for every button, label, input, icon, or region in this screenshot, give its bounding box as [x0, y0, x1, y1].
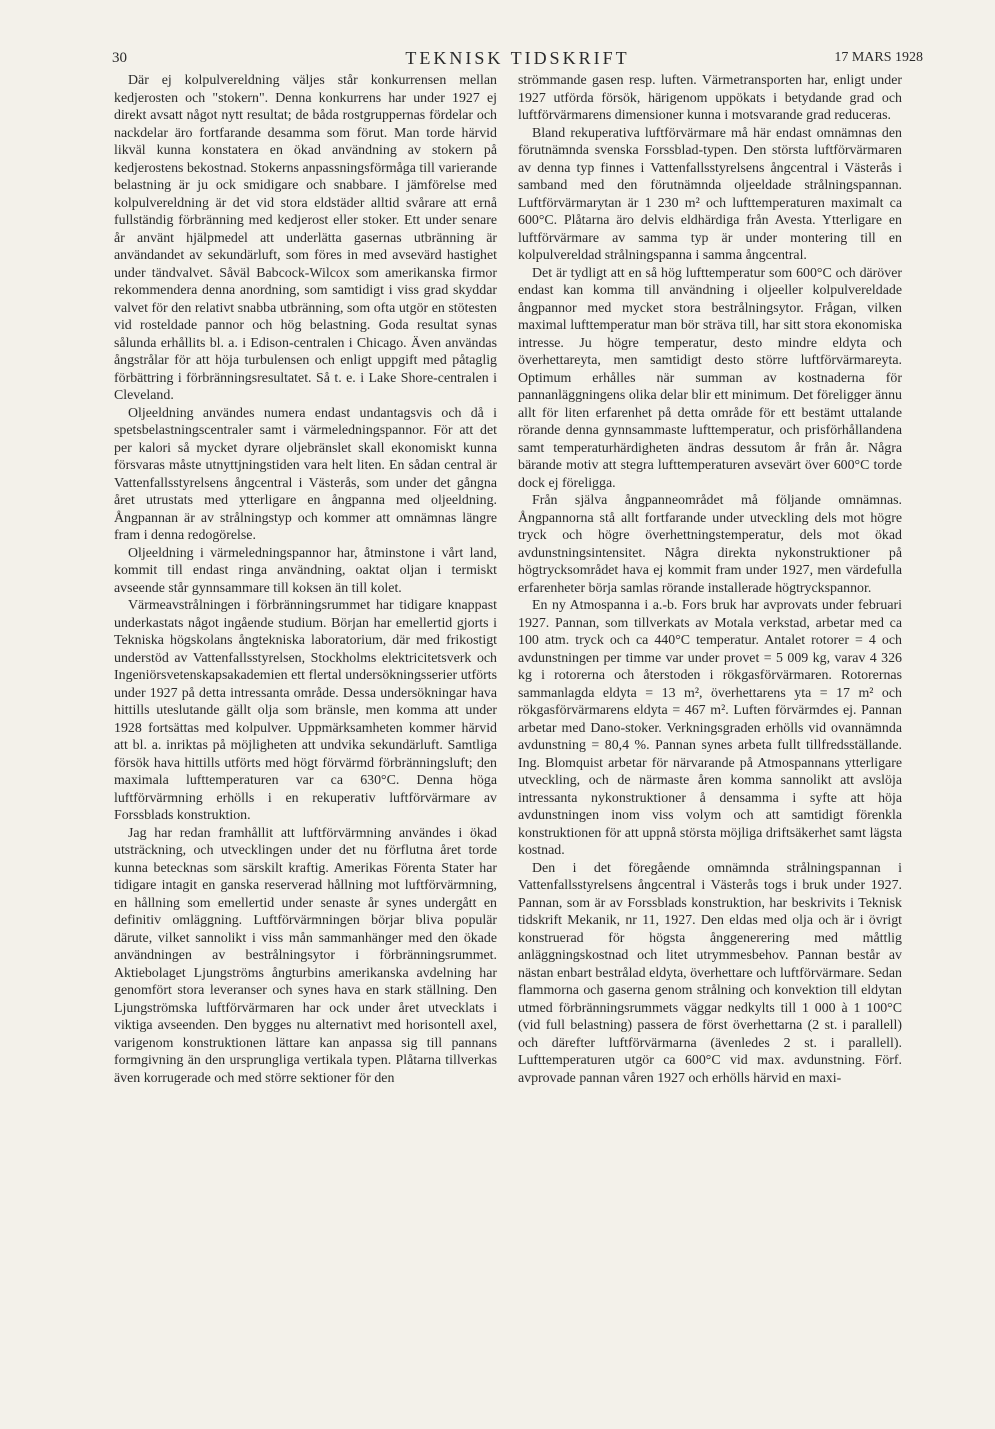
paragraph: Bland rekuperativa luftförvärmare må här endast omnämnas den förutnämnda svenska Forssblad-typen. Den största luftförvärmaren av denna typ finnes i Vattenfallsstyrelsens ångcentral i Västerås i samband med den förutnämnda oljeeldade strålningspannan. Luftförvärmarytan är 1 230 m² och lufttemperaturen maximalt ca 600°C. Plåtarna äro delvis eldhärdiga från Avesta. Ytterligare en luftförvärmare av samma typ är under montering till en kolpulvereldad strålningspanna i samma ångcentral.: [518, 125, 902, 263]
paragraph: Från själva ångpanneområdet må följande omnämnas. Ångpannorna stå allt fortfarande under utveckling dels mot högre tryck och högre överhettningstemperatur, dels mot ökad avdunstningsintensitet. Några direkta nykonstruktioner på högtrycksområdet hava ej kommit fram under 1927, men värdefulla erfarenheter börja samlas rörande installerade högtryckspannor.: [518, 493, 902, 596]
page-number: 30: [112, 50, 127, 66]
paragraph: Där ej kolpulvereldning väljes står konkurrensen mellan kedjerosten och "stokern". Denna konkurrens har under 1927 ej direkt avsatt något nytt resultat; de båda rostgruppernas fördelar och nackdelar äro fortfarande desamma som förut. Man torde härvid likväl kunna konstatera en ökad användning av stokern på kedjerostens bekostnad. Stokerns anpassningsförmåga till varierande belastning är ju ock smidigare och snabbare. I jämförelse med kolpulvereldning är det vid stora eldstäder alltid svårare att ernå fullständig förbränning med kedjerost eller stoker. Ett under senare år använt hjälpmedel att underlätta gasernas utbränning är användandet av sekundärluft, som föres in med avsevärd hastighet under tändvalvet. Såväl Babcock-Wilcox som amerikanska firmor rekommendera denna anordning, som samtidigt i viss grad skyddar valvet för den relativt snabba utbränning, som ofta utgör en stötesten vid rosteldade pannor och hög belastning. Goda resultat synas sålunda erhållits bl. a. i Edison-centralen i Chicago. Även användas ångstrålar för att höja turbulensen och enligt uppgift med påtaglig förbättring i förbränningsresultatet. Så t. e. i Lake Shore-centralen i Cleveland.: [114, 73, 497, 403]
paragraph: En ny Atmospanna i a.-b. Fors bruk har avprovats under februari 1927. Pannan, som tillverkats av Motala verkstad, arbetar med ca 100 atm. tryck och ca 440°C temperatur. Antalet rotorer = 4 och avdunstningen per timme var under provet = 5 009 kg, varav 4 326 kg i rotorerna och återstoden i rökgasförvärmaren. Rotorernas sammanlagda eldyta = 13 m², överhettarens yta = 17 m² och rökgasförvärmarens eldyta = 467 m². Luften förvärmdes ej. Pannan arbetar med Dano-stoker. Verkningsgraden erhölls vid ovannämnda avdunstning = 80,4 %. Pannan synes arbeta fullt tillfredsställande. Ing. Blomquist arbetar för närvarande på Atmospannans ytterligare utveckling, och de närmaste åren komma sannolikt att avslöja intressanta nykonstruktioner å densamma i syfte att höja avdunstningen inom viss volym och att samtidigt förenkla konstruktionen för att uppnå största möjliga driftsäkerhet samt lägsta kostnad.: [518, 598, 902, 858]
right-column: [518, 72, 902, 1402]
left-column: [114, 72, 497, 1402]
paragraph: Oljeeldning i värmeledningspannor har, åtminstone i vårt land, kommit till endast ringa användning, oaktat oljan i termiskt avseende står gynnsammare till koksen än till kolet.: [114, 545, 497, 596]
paragraph: strömmande gasen resp. luften. Värmetransporten har, enligt under 1927 utförda försök, härigenom uppökats i betydande grad och luftförvärmarens dimensioner kunna i motsvarande grad reduceras.: [518, 73, 902, 123]
page-header: [112, 46, 923, 68]
issue-date: 17 MARS 1928: [834, 50, 923, 65]
paragraph: Jag har redan framhållit att luftförvärmning användes i ökad utsträckning, och utvecklingen under det nu förflutna året torde kunna betecknas som särskilt kraftig. Amerikas Förenta Stater har tidigare intagit en ganska reserverad hållning mot luftförvärmning, en hållning som emellertid under senaste år synes undergått en definitiv omläggning. Luftförvärmningen börjar bliva populär därute, vilket sannolikt i viss mån sammanhänger med den ökade användningen av bestrålningsytor i förbränningsrummet. Aktiebolaget Ljungströms ångturbins amerikanska avdelning har genomfört stora leveranser och synes hava en stark ställning. Den Ljungströmska luftförvärmaren har ock under året utvecklats i viktiga avseenden. Den bygges nu alternativt med horisontell axel, varigenom konstruktionen lättare kan anpassa sig till pannans formgivning än den ursprungliga vertikala typen. Plåtarna tillverkas även korrugerade och med större sektioner för den: [114, 825, 497, 1086]
paragraph: Det är tydligt att en så hög lufttemperatur som 600°C och däröver endast kan komma till användning i oljeeller kolpulvereldade ångpannor med mycket stora bestrålningsytor. Frågan, vilken maximal lufttemperatur man bör sträva till, har sitt stora ekonomiska intresse. Ju högre temperatur, desto mindre eldyta och överhettareyta, men samtidigt desto större luftförvärmareyta. Optimum erhålles när summan av kostnaderna för pannanläggningens olika delar blir ett minimum. Det föreligger ännu allt för liten erfarenhet på detta område för ett bestämt uttalande rörande denna gynnsammaste lufttemperatur, och prisförhållandena samt temperaturhärdigheten ändras dessutom år från år. Några bärande motiv att stegra lufttemperaturen avsevärt över 600°C torde dock ej föreligga.: [518, 265, 902, 491]
journal-title: TEKNISK TIDSKRIFT: [405, 48, 630, 68]
paragraph: Oljeeldning användes numera endast undantagsvis och då i spetsbelastningscentraler samt i värmeledningspannor. För att det per kalori så mycket dyrare oljebränslet skall ekonomiskt kunna försvaras måste utnyttjningstiden vara helt liten. En sådan central är Vattenfallsstyrelsens ångcentral i Västerås, som under det gångna året utrustats med ytterligare en ångpanna med oljeeldning. Ångpannan är av strålningstyp och kommer att omnämnas längre fram i denna redogörelse.: [114, 405, 497, 543]
paragraph: Värmeavstrålningen i förbränningsrummet har tidigare knappast underkastats något ingående studium. Början har emellertid gjorts i Tekniska högskolans ångtekniska laboratorium, där med frikostigt understöd av Vattenfallsstyrelsen, Stockholms elektricitetsverk och Ingeniörsvetenskapsakademien ett flertal undersökningsserier utförts under 1927 på detta intressanta område. Dessa undersökningar hava hittills uteslutande gällt olja som bränsle, men komma att under 1928 fortsättas med kolpulver. Uppmärksamheten kommer härvid att bl. a. inriktas på möjligheten att undvika sekundärluft. Samtliga försök hava hittills utförts med högt förvärmd förbränningsluft; den maximala lufttemperaturen var ca 630°C. Denna höga luftförvärmning erhölls i en rekuperativ luftförvärmare av Forssblads konstruktion.: [114, 598, 497, 823]
paragraph: Den i det föregående omnämnda strålningspannan i Vattenfallsstyrelsens ångcentral i Västerås togs i bruk under 1927. Pannan, som är av Forssblads konstruktion, har beskrivits i Teknisk tidskrift Mekanik, nr 11, 1927. Den eldas med olja och är i övrigt konstruerad för högsta ånggenerering med måttlig anläggningskostnad och litet utrymmesbehov. Pannan består av nästan enbart bestrålad eldyta, överhettare och luftförvärmare. Sedan flammorna och gaserna genom strålning och konvektion till eldytan utmed förbränningsrummets väggar nedkylts till 1 000 à 1 100°C (vid full belastning) passera de först överhettarna (2 st. i parallell) och därefter luftförvärmarna (ävenledes 2 st. i parallell). Lufttemperaturen utgör ca 600°C vid max. avdunstning. Förf. avprovade pannan våren 1927 och erhölls härvid en maxi-: [518, 860, 902, 1086]
